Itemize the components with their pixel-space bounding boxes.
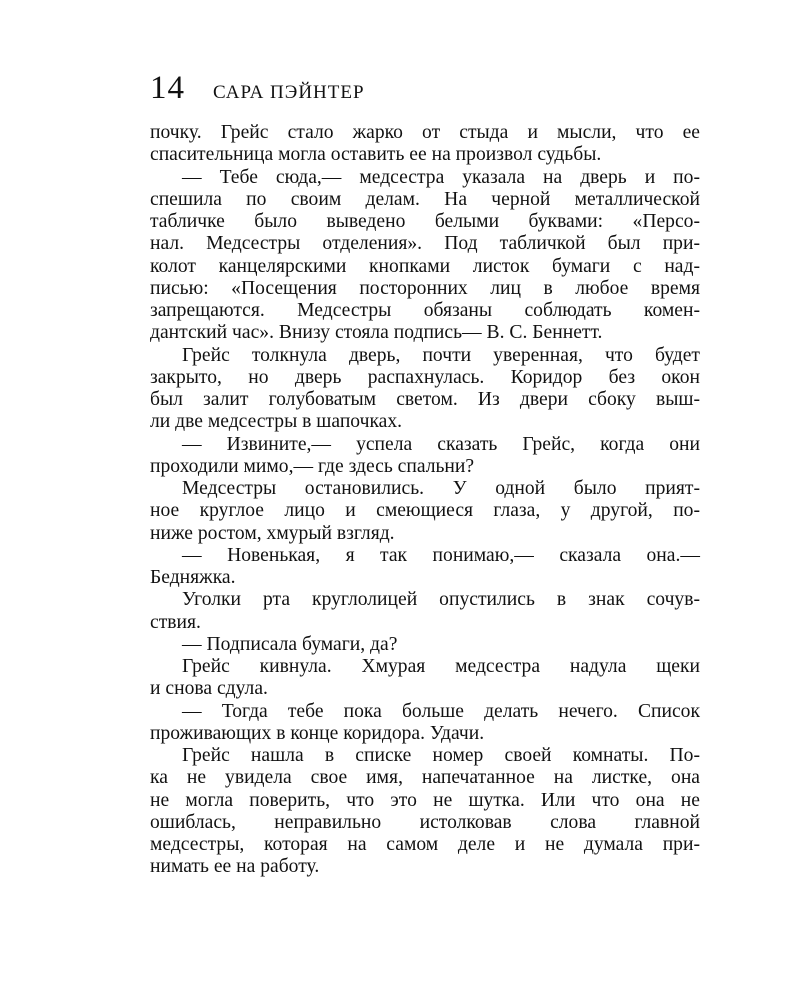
text-line: почку. Грейс стало жарко от стыда и мысли, что ее: [150, 122, 700, 143]
text-line: — Извините,— успела сказать Грейс, когда они: [182, 433, 700, 455]
text-line: ниже ростом, хмурый взгляд.: [150, 522, 395, 544]
text-line: дантский час». Внизу стояла подпись— В. С. Беннетт.: [150, 322, 603, 344]
text-line: Медсестры остановились. У одной было прият-: [182, 478, 700, 499]
book-page: [150, 70, 700, 879]
text-line: Бедняжка.: [150, 567, 236, 588]
text-line: — Тебе сюда,— медсестра указала на дверь и по-: [182, 166, 700, 188]
text-line: — Тогда тебе пока больше делать нечего. Список: [182, 700, 700, 722]
text-line: проходили мимо,— где здесь спальни?: [150, 455, 475, 477]
text-line: Уголки рта круглолицей опустились в знак сочув-: [182, 589, 700, 611]
text-line: Грейс кивнула. Хмурая медсестра надула щеки: [182, 656, 700, 677]
text-line: медсестры, которая на самом деле и не думала при-: [150, 834, 700, 855]
text-line: нал. Медсестры отделения». Под табличкой был при-: [150, 233, 700, 255]
text-line: ошиблась, неправильно истолковав слова главной: [150, 811, 700, 833]
text-line: был залит голубоватым светом. Из двери сбоку выш-: [150, 389, 700, 410]
running-title: САРА ПЭЙНТЕР: [213, 82, 365, 103]
text-line: проживающих в конце коридора. Удачи.: [150, 722, 485, 744]
text-line: ное круглое лицо и смеющиеся глаза, у другой, по-: [150, 500, 700, 522]
text-line: запрещаются. Медсестры обязаны соблюдать комен-: [150, 300, 700, 321]
text-line: не могла поверить, что это не шутка. Или что она не: [150, 789, 700, 811]
running-head: [150, 70, 700, 112]
text-line: колот канцелярскими кнопками листок бумаги с над-: [150, 255, 700, 277]
text-line: Грейс толкнула дверь, почти уверенная, что будет: [182, 344, 700, 366]
text-line: ка не увидела свое имя, напечатанное на листке, она: [150, 767, 700, 789]
text-line: ли две медсестры в шапочках.: [150, 411, 403, 433]
text-line: нимать ее на работу.: [150, 856, 320, 878]
text-line: табличке было выведено белыми буквами: «Персо-: [150, 211, 700, 232]
text-line: — Подписала бумаги, да?: [182, 633, 398, 655]
text-line: спешила по своим делам. На черной металлической: [150, 188, 700, 210]
body-text: [150, 122, 700, 879]
text-line: ствия.: [150, 611, 201, 633]
text-line: закрыто, но дверь распахнулась. Коридор без окон: [150, 366, 700, 388]
text-line: и снова сдула.: [150, 678, 268, 700]
text-line: — Новенькая, я так понимаю,— сказала она.—: [182, 544, 700, 566]
text-line: спасительница могла оставить ее на произвол судьбы.: [150, 144, 602, 166]
text-line: писью: «Посещения посторонних лиц в любое время: [150, 277, 700, 299]
text-line: Грейс нашла в списке номер своей комнаты. По-: [182, 745, 700, 766]
page-number: 14: [150, 70, 185, 106]
